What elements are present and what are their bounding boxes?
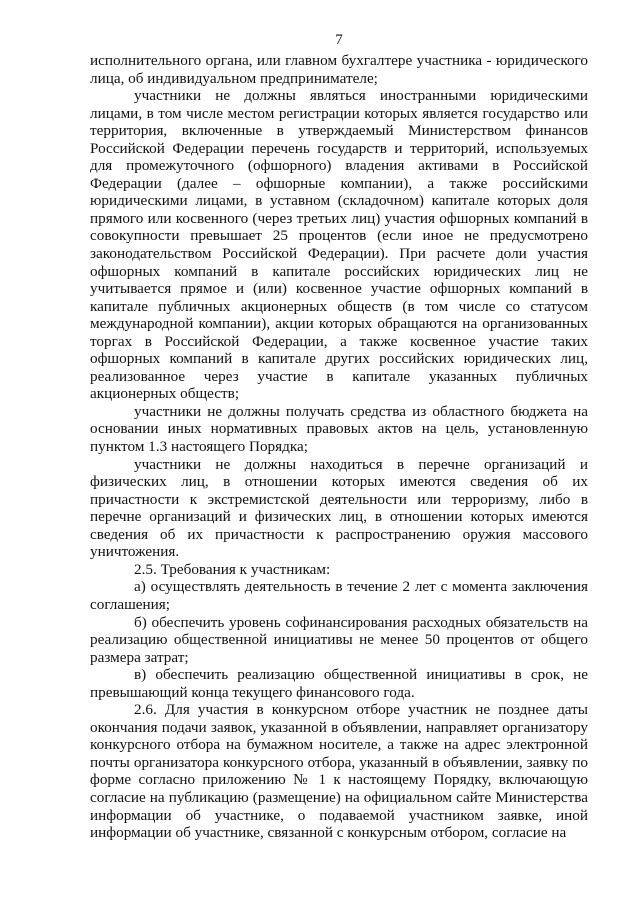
- document-body: [90, 52, 588, 842]
- paragraph-section-2-6: 2.6. Для участия в конкурсном отборе участник не позднее даты окончания подачи заявок, указанной в объявлении, направляет организатору конкурсного отбора на бумажном носителе, а также на адрес электронной почты организатора конкурсного отбора, указанный в объявлении, заявку по форме согласно приложению № 1 к настоящему Порядку, включающую согласие на публикацию (размещение) на официальном сайте Министерства информации об участнике, о подаваемой участником заявке, иной информации об участнике, связанной с конкурсным отбором, согласие на: [90, 701, 588, 842]
- paragraph-item-v: в) обеспечить реализацию общественной инициативы в срок, не превышающий конца текущего финансового года.: [90, 666, 588, 701]
- paragraph-offshore-requirement: участники не должны являться иностранными юридическими лицами, в том числе местом регистрации которых является государство или территория, включенные в утверждаемый Министерством финансов Российской Федерации перечень государств и территорий, используемых для промежуточного (офшорного) владения активами в Российской Федерации (далее – офшорные компании), а также российскими юридическими лицами, в уставном (складочном) капитале которых доля прямого или косвенного (через третьих лиц) участия офшорных компаний в совокупности превышает 25 процентов (если иное не предусмотрено законодательством Российской Федерации). При расчете доли участия офшорных компаний в капитале российских юридических лиц не учитывается прямое и (или) косвенное участие офшорных компаний в капитале публичных акционерных обществ (в том числе со статусом международной компании), акции которых обращаются на организованных торгах в Российской Федерации, а также косвенное участие таких офшорных компаний в капитале других российских юридических лиц, реализованное через участие в капитале указанных публичных акционерных обществ;: [90, 87, 588, 403]
- paragraph-item-b: б) обеспечить уровень софинансирования расходных обязательств на реализацию общественной инициативы не менее 50 процентов от общего размера затрат;: [90, 613, 588, 666]
- paragraph-budget-funds-requirement: участники не должны получать средства из областного бюджета на основании иных нормативных правовых актов на цель, установленную пунктом 1.3 настоящего Порядка;: [90, 402, 588, 456]
- paragraph-section-2-5-heading: 2.5. Требования к участникам:: [134, 560, 331, 578]
- paragraph-continuation: исполнительного органа, или главном бухгалтере участника - юридического лица, об индивидуальном предпринимателе;: [90, 52, 588, 87]
- paragraph-item-a: а) осуществлять деятельность в течение 2 лет с момента заключения соглашения;: [90, 578, 588, 613]
- page-number: 7: [335, 32, 343, 48]
- paragraph-extremism-requirement: участники не должны находиться в перечне организаций и физических лиц, в отношении которых имеются сведения об их причастности к экстремистской деятельности или терроризму, либо в перечне организаций и физических лиц, в отношении которых имеются сведения об их причастности к распространению оружия массового уничтожения.: [90, 455, 588, 561]
